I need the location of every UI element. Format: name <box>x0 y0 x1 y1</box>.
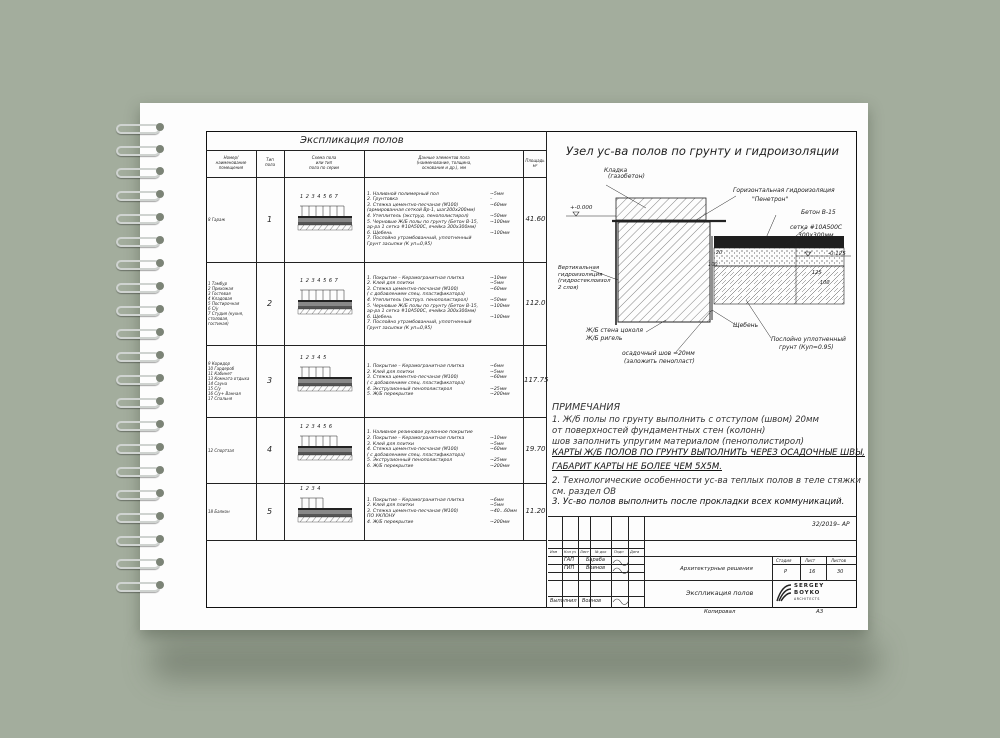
detail-title: Узел ус-ва полов по грунту и гидроизоляции <box>566 144 839 158</box>
layer-line: 2. Клей для плитки <box>367 503 415 509</box>
header-area: Площадь м² <box>525 158 545 168</box>
layer-thickness: ~5мм <box>490 369 504 375</box>
format-label: А3 <box>816 609 824 615</box>
layer-thickness: ~6мм <box>490 364 504 370</box>
scheme-marks: 1 2 3 4 <box>300 485 321 492</box>
layer-line: 5. Черновые Ж/Б полы по грунту (Бетон В-15, <box>367 303 479 309</box>
layer-line: Грунт засыпки (К уп=0,95) <box>367 241 433 247</box>
row-type: 2 <box>267 298 273 308</box>
spiral-ring <box>116 144 168 154</box>
label-dim-100b: 100 <box>820 280 830 286</box>
layer-line: 5. Черновые Ж/Б полы по грунту (Бетон В-15, <box>367 219 479 225</box>
layer-thickness: ~40...60мм <box>490 508 517 514</box>
layer-line: ( с добавлением спец. пластификатора) <box>367 452 465 458</box>
label-vert-waterproof: Вертикальная гидроизоляция (гидростеклоизол 2 слоя) <box>558 265 611 291</box>
layer-thickness: ~50мм <box>490 213 507 219</box>
layer-line: 2. Клей для плитки <box>367 281 415 287</box>
layer-thickness: ~200мм <box>490 392 510 398</box>
floor-scheme-sketch <box>296 200 358 232</box>
layer-thickness: ~5мм <box>490 441 504 447</box>
signature-marks <box>612 557 630 607</box>
row-area: 11.20 <box>525 506 546 515</box>
row-area: 112.0 <box>525 298 546 307</box>
row-area: 117.75 <box>524 376 549 384</box>
note-line-emphasis: КАРТЫ Ж/Б ПОЛОВ ПО ГРУНТУ ВЫПОЛНИТЬ ЧЕРЕЗ ОСАДОЧНЫЕ ШВЫ, <box>552 448 865 458</box>
label-wall: Ж/Б стена цоколя Ж/Б ригель <box>586 327 643 342</box>
stamp-col-head: Дата <box>630 550 640 554</box>
layer-line: 2. Грунтовка <box>367 197 398 203</box>
layer-thickness: – <box>490 197 493 203</box>
row-rooms: 9 Коридор 10 Гардероб 11 Кабинет 13 Комната отдыха 14 Сауна 15 С/у 16 С/у+ Ванная 17 Спальня <box>208 361 250 401</box>
stamp-col-head: Подп <box>614 550 624 554</box>
layer-thickness: ~5мм <box>490 191 504 197</box>
layer-line: 7. Послойно утрамбованный, уплотненный <box>367 320 472 326</box>
layer-thickness: ~50мм <box>490 297 507 303</box>
layer-line: (армированная сеткой Вр-1, шаг200х200мм) <box>367 208 476 214</box>
row-type: 3 <box>267 376 273 385</box>
stage-header: Стадия <box>776 558 792 563</box>
label-gravel: Щебень <box>733 322 759 329</box>
label-joint: осадочный шов =20мм (заложить пенопласт) <box>622 350 695 365</box>
scheme-marks: 1 2 3 4 5 6 7 <box>300 277 339 284</box>
layer-line: 6. Щебень <box>367 230 393 236</box>
row-rooms: 1 Тамбур 2 Прихожая 3 Гостевая 4 Кладовая 5 Постирочная 6 С/у 7 Студия (кухня, столовая, гостиная) <box>208 281 244 326</box>
layer-line: ПО УКЛОНУ <box>367 514 395 520</box>
stage-value: Р <box>784 569 788 575</box>
layer-thickness: ~200мм <box>490 464 510 469</box>
header-elements: Данные элементов пола (наименование, толщина, основание и др.), мм <box>416 155 472 170</box>
layer-thickness: ~5мм <box>490 503 504 509</box>
spiral-ring <box>116 350 168 360</box>
layer-line: 4. Утеплитель (экструз. пенополистирол) <box>367 297 468 303</box>
spiral-ring <box>116 235 168 245</box>
layer-line: ( с добавлением спец. пластификатора) <box>367 292 465 298</box>
stamp-col-head: № док <box>595 550 607 554</box>
spiral-ring <box>116 189 168 199</box>
layer-line: 1. Наливной полимерный пол <box>367 191 439 197</box>
spiral-ring <box>116 373 168 383</box>
layer-line: 4. Ж/Б перекрытие <box>367 519 414 525</box>
layer-thickness: ~200мм <box>490 519 510 525</box>
sheets-header: Листов <box>831 558 846 563</box>
layer-line: 3. Клей для плитки <box>367 441 415 447</box>
layer-line: 6. Ж/Б перекрытие <box>367 464 414 469</box>
header-type: Тип пола <box>264 157 276 167</box>
note-line: 3. Ус-во полов выполнить после прокладки всех коммуникаций. <box>552 497 845 507</box>
notes-heading: ПРИМЕЧАНИЯ <box>552 402 621 413</box>
note-line: шов заполнить упругим материалом (пенополистирол) <box>552 437 804 447</box>
layer-thickness: ~60мм <box>490 375 507 381</box>
row-type: 4 <box>267 445 273 454</box>
note-line: 2. Технологические особенности ус-ва теплых полов в теле стяжки <box>552 476 861 486</box>
spiral-ring <box>116 258 168 268</box>
spiral-ring <box>116 419 168 429</box>
layer-thickness: ~100мм <box>490 314 510 320</box>
spiral-ring <box>116 281 168 291</box>
layer-line: 2. Клей для плитки <box>367 369 415 375</box>
copied-label: Копировал <box>704 609 736 615</box>
layer-line: 3. Стяжка цементно-песчаная (М100) <box>367 202 459 208</box>
spiral-ring <box>116 396 168 406</box>
floor-scheme-sketch <box>296 284 358 316</box>
layer-thickness: ~60мм <box>490 202 507 208</box>
layer-thickness: ~100мм <box>490 230 510 236</box>
section-name: Архитектурные решения <box>680 566 753 572</box>
scheme-marks: 1 2 3 4 5 6 <box>300 424 333 430</box>
layer-line: ( с добавлением спец. пластификатора) <box>367 381 465 386</box>
layer-line: 1. Покрытие – Керамогранитная плитка <box>367 364 465 370</box>
label-level-top: +-0.000 <box>570 205 593 211</box>
layer-line: 5. Экструзионный пенополистирол <box>367 458 453 464</box>
stamp-name: Воинов <box>586 565 606 571</box>
scheme-marks: 1 2 3 4 5 6 7 <box>300 193 339 200</box>
layer-line: 1. Наливное резиновое рулонное покрытие <box>367 430 473 436</box>
layer-line: 5. Ж/Б перекрытие <box>367 392 414 398</box>
spiral-ring <box>116 557 168 567</box>
layer-line: 1. Покрытие – Керамогранитная плитка <box>367 275 465 281</box>
sheet-header: Лист <box>805 558 816 563</box>
layer-thickness: ~5мм <box>490 281 504 287</box>
layer-thickness: ~25мм <box>490 386 507 392</box>
layer-line: Грунт засыпки (К уп=0,95) <box>367 325 433 331</box>
header-room: Номер/ наименование помещения <box>215 155 247 170</box>
label-dim-100: 100 <box>708 262 718 268</box>
stamp-role: ГИП <box>564 565 575 571</box>
layer-line: 4. Стяжка цементно-песчаная (М100) <box>367 447 459 453</box>
project-code: 32/2019– АР <box>812 521 850 528</box>
note-line: от поверхностей фундаментных стен (колонн) <box>552 426 766 436</box>
logo-text: SERGEY BOYKO ARCHITECTS <box>794 583 825 601</box>
spiral-ring <box>116 304 168 314</box>
label-soil: Послойно уплотненный грунт (Куп=0.95) <box>771 336 846 351</box>
note-line: см. раздел ОВ <box>552 487 617 497</box>
spiral-ring <box>116 166 168 176</box>
row-rooms: 12 Спортзал <box>208 447 235 453</box>
layer-thickness: ~100мм <box>490 219 510 225</box>
row-type: 1 <box>267 214 273 224</box>
layer-line: 6. Щебень <box>367 314 393 320</box>
layer-line: 1. Покрытие – Керамогранитная плитка <box>367 497 465 503</box>
stamp-col-head: Изм <box>550 550 558 554</box>
spiral-ring <box>116 442 168 452</box>
spiral-ring <box>116 534 168 544</box>
stamp-role: Выполнил <box>550 598 577 604</box>
label-dim-125: 125 <box>812 270 822 276</box>
spiral-ring <box>116 488 168 498</box>
stamp-col-head: Кол уч <box>564 550 577 554</box>
scheme-marks: 1 2 3 4 5 <box>300 355 327 361</box>
label-penetron: "Пенетрон" <box>752 196 789 203</box>
sheet-value: 16 <box>809 569 816 575</box>
row-area: 19.70 <box>525 445 546 453</box>
label-masonry: Кладка (газобетон) <box>604 167 645 180</box>
layer-thickness: ~60мм <box>490 286 507 292</box>
stamp-name: Бараба <box>586 557 605 563</box>
note-line: 1. Ж/б полы по грунту выполнить с отступом (швом) 20мм <box>552 415 819 425</box>
spiral-ring <box>116 212 168 222</box>
stamp-col-head: Лист <box>580 550 589 554</box>
layer-thickness: ~25мм <box>490 458 507 464</box>
spiral-ring <box>116 327 168 337</box>
stamp-name: Воинов <box>582 598 602 604</box>
layer-line: 4. Утеплитель (экструд. пенополистирол) <box>367 213 469 219</box>
row-type: 5 <box>267 506 273 516</box>
layer-thickness: ~60мм <box>490 447 507 453</box>
stamp-role: ГАП <box>564 557 574 563</box>
label-horiz-waterproof: Горизонтальная гидроизоляция <box>733 187 835 194</box>
label-dim-20: 20 <box>716 250 723 256</box>
spiral-ring <box>116 122 168 132</box>
layer-line: ар-ра 1 сетка #10А500С, ячейка 300х300мм) <box>367 309 477 315</box>
layer-thickness: ~10мм <box>490 436 507 441</box>
label-level-low: -0.125 <box>828 251 846 257</box>
spiral-ring <box>116 580 168 590</box>
spiral-ring <box>116 465 168 475</box>
floor-scheme-sketch <box>296 430 358 462</box>
layer-line: 3. Стяжка цементно-песчаная (М100) <box>367 286 459 292</box>
row-rooms: 8 Гараж <box>208 217 226 222</box>
layer-thickness: ~100мм <box>490 303 510 309</box>
note-line-emphasis: ГАБАРИТ КАРТЫ НЕ БОЛЕЕ ЧЕМ 5Х5М. <box>552 462 722 472</box>
header-scheme: Схема пола или тип пола по серии <box>308 155 340 170</box>
layer-thickness: ~10мм <box>490 275 507 281</box>
spiral-ring <box>116 511 168 521</box>
layer-line: 3. Стяжка цементно-песчаная (М100) <box>367 375 459 381</box>
logo-icon <box>776 583 792 603</box>
row-area: 41.60 <box>525 214 546 223</box>
floor-scheme-sketch <box>296 492 358 524</box>
layer-line: 7. Послойно утрамбованный, уплотненный <box>367 236 472 242</box>
sheet-shadow <box>150 640 880 680</box>
layer-thickness: ~6мм <box>490 497 504 503</box>
sheets-value: 30 <box>837 569 844 575</box>
layer-line: ар-ра 1 сетка #10А500С, ячейка 300х300мм) <box>367 225 477 231</box>
layer-line: 4. Экструзионный пенополистирол <box>367 386 453 392</box>
layer-line: 3. Стяжка цементно-песчаная (М100) <box>367 508 459 514</box>
label-mesh: сетка #10А500С 300х300мм <box>790 224 843 239</box>
table-title: Экспликация полов <box>300 135 404 146</box>
drawing-name: Экспликация полов <box>686 589 754 597</box>
floor-scheme-sketch <box>296 361 358 393</box>
layer-line: 2. Покрытие – Керамогранитная плитка <box>367 436 465 441</box>
row-rooms: 18 Балкон <box>208 509 230 514</box>
label-concrete: Бетон В-15 <box>801 209 836 216</box>
